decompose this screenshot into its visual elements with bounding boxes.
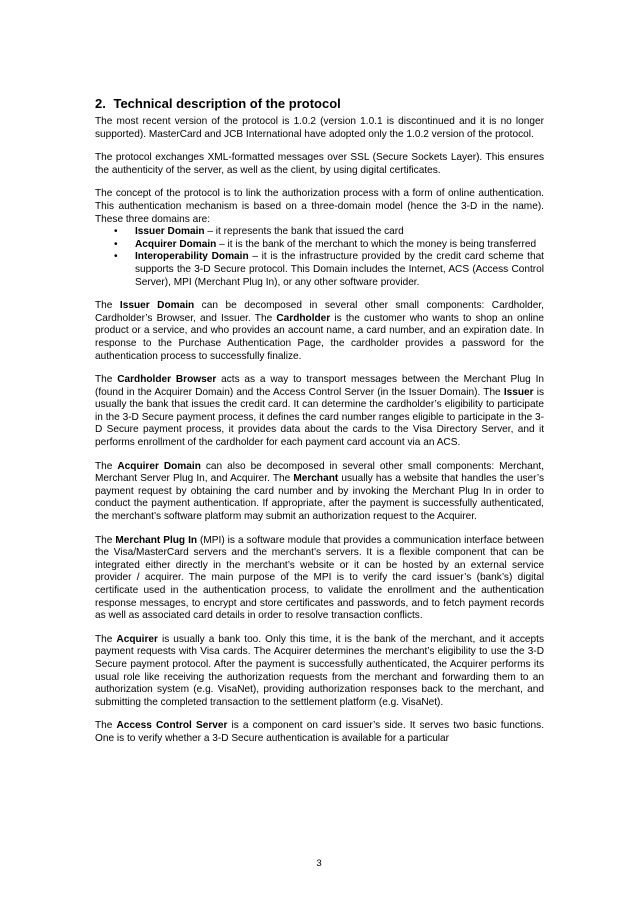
paragraph-access-control-server <box>95 720 544 745</box>
text-run: acts as a way to transport messages between the Merchant Plug In (found in the Acquirer Domain) and the Access Control Server (in the Issuer Domain). The <box>95 374 544 398</box>
bold-term: Cardholder <box>276 312 331 324</box>
list-item-acquirer-domain <box>114 238 544 252</box>
text-run: The <box>95 633 117 645</box>
text-run: usually has a website that handles the user’s payment request by obtaining the card number and by invoking the Merchant Plug In in order to conduct the payment authentication. If appropriate, after the payment is successfully authenticated, the merchant’s software platform may submit an authorization request to the Acquirer. <box>95 473 545 523</box>
text-run: (MPI) is a software module that provides a communication interface between the Visa/MasterCard servers and the merchant’s servers. It is a flexible component that can be integrated either directly in the merchant’s website or it can be hosted by an external service provider / acquirer. The main purpose of the MPI is to verify the card issuer’s (bank’s) digital certificate used in the authentication process, to validate the enrollment and the authentication response messages, to encrypt and store certificates and passwords, and to fetch payment records as well as associated card details in order to resolve transaction conflicts. <box>95 534 544 622</box>
paragraph-cardholder-browser <box>95 374 544 450</box>
term-interoperability-domain: Interoperability Domain <box>135 251 249 263</box>
term-acquirer-domain: Acquirer Domain <box>135 238 217 250</box>
domain-list <box>95 226 544 289</box>
bold-term: Access Control Server <box>116 720 228 732</box>
bold-term: Cardholder Browser <box>117 374 217 386</box>
list-item-interoperability-domain <box>114 251 544 289</box>
bold-term: Merchant <box>293 473 339 485</box>
paragraph-issuer-domain <box>95 300 544 363</box>
section-number: 2. <box>95 96 106 111</box>
list-item-issuer-domain <box>114 226 544 239</box>
bullet-icon: • <box>114 226 118 238</box>
page-number: 3 <box>316 858 322 869</box>
paragraph-concept: The concept of the protocol is to link the authorization process with a form of online authentication. This authentication mechanism is based on a three-domain model (hence the 3-D in the name). These three domains are: <box>95 188 544 225</box>
text-run: The <box>95 534 116 546</box>
text-run: is usually a bank too. Only this time, it is the bank of the merchant, and it accepts payment requests with Visa cards. The Acquirer determines the merchant’s eligibility to use the 3-D Secure payment protocol. After the payment is successfully authenticated, the Acquirer performs its usual role like receiving the authorization requests from the merchant and forwarding them to an authorization system (e.g. VisaNet), providing authorization responses back to the merchant, and submitting the completed transaction to the settlement platform (e.g. VisaNet). <box>95 633 544 708</box>
bold-term: Acquirer Domain <box>117 460 201 472</box>
paragraph-version: The most recent version of the protocol is 1.0.2 (version 1.0.1 is discontinued and it is no longer supported). MasterCard and JCB International have adopted only the 1.0.2 version of the protocol. <box>95 116 544 140</box>
text-run: is usually the bank that issues the credit card. It can determine the cardholder’s eligibility to participate in the 3-D Secure payment process, it defines the card number ranges eligible to participate in the 3-D Secure payment process, it provides data about the cards to the Visa Directory Server, and it performs enrollment of the cardholder for each payment card account via an ACS. <box>95 386 544 449</box>
section-title: Technical description of the protocol <box>113 96 341 111</box>
text-run: The <box>95 460 118 472</box>
text-run: is a component on card issuer’s side. It serves two basic functions. One is to verify whether a 3-D Secure authentication is available for a particular <box>95 720 545 744</box>
text-run: can also be decomposed in several other small components: Merchant, Merchant Server Plug In, and Acquirer. The <box>95 460 545 485</box>
text-run: The <box>95 374 118 386</box>
text-run: is the customer who wants to shop an online product or a service, and who provides an account name, a card number, and an expiration date. In response to the Purchase Authentication Page, the cardholder provides a password for the authentication process to successfully finalize. <box>95 312 544 362</box>
term-issuer-domain: Issuer Domain <box>135 226 205 238</box>
bullet-icon: • <box>114 251 118 263</box>
text-run: The <box>95 720 117 732</box>
desc-acquirer-domain: – it is the bank of the merchant to which the money is being transferred <box>216 238 537 250</box>
paragraph-acquirer <box>95 634 544 710</box>
paragraph-acquirer-domain <box>95 461 544 524</box>
bold-term: Acquirer <box>116 633 158 645</box>
page-content <box>95 96 544 746</box>
paragraph-xml-ssl: The protocol exchanges XML-formatted messages over SSL (Secure Sockets Layer). This ensures the authenticity of the server, as well as the client, by using digital certificates. <box>95 152 544 176</box>
section-heading <box>95 96 544 112</box>
bold-term: Issuer <box>503 386 534 398</box>
desc-interoperability-domain: – it is the infrastructure provided by the credit card scheme that supports the 3-D Secure protocol. This Domain includes the Internet, ACS (Access Control Server), MPI (Merchant Plug In), or any other software provider. <box>135 251 544 288</box>
bullet-icon: • <box>114 238 118 250</box>
bold-term: Merchant Plug In <box>115 534 198 546</box>
paragraph-merchant-plug-in <box>95 535 544 623</box>
desc-issuer-domain: – it represents the bank that issued the card <box>204 226 404 238</box>
bold-term: Issuer Domain <box>119 300 195 312</box>
text-run: can be decomposed in several other small components: Cardholder, Cardholder’s Browser, and Issuer. The <box>95 300 544 324</box>
text-run: The <box>95 300 120 312</box>
